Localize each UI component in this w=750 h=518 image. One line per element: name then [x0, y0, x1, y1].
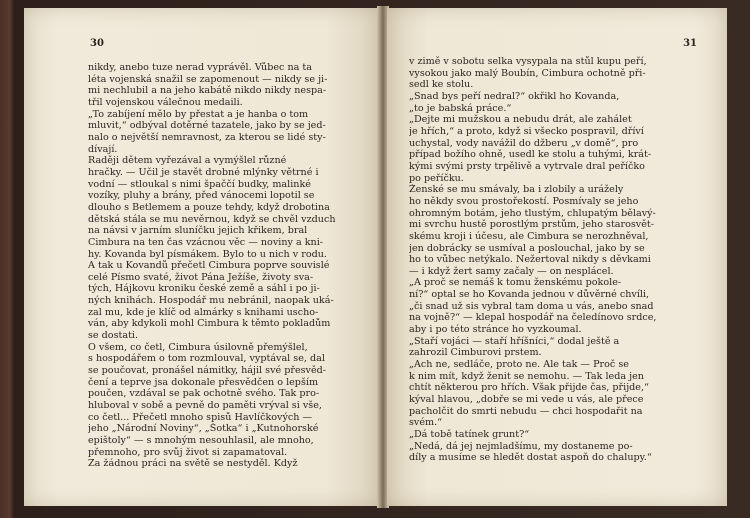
left-page [24, 8, 379, 506]
text-line: uchystal, vody navážil do džberu „v domě“, pro [409, 137, 639, 149]
text-line: „Nedá, dá jej nejmladšímu, my dostaneme po- [409, 440, 633, 452]
text-line: „Dejte mi mužskou a nebudu drát, ale zahálet [409, 114, 632, 126]
text-line: „To zabíjení mělo by přestat a je hanba o tom [88, 108, 309, 120]
text-line: mi svrchu hustě porostlým prstům, jeho starosvět- [409, 219, 654, 231]
text-line: „Dá tobě tatínek grunt?“ [409, 429, 530, 440]
text-line: se poučovat, pronášel námitky, hájil své přesvěd- [88, 365, 327, 377]
text-line: A tak u Kovandů přečetl Cimbura poprve souvislé [88, 260, 330, 272]
text-line: skému kroji i účesu, ale Cimbura se nerozhněval, [409, 230, 649, 242]
page-number-left: 30 [90, 38, 104, 49]
text-line: léta vojenská snažil se zapomenout — nikdy se ji- [88, 73, 328, 85]
text-line: s hospodářem o tom rozmlouval, vyptával se, dal [88, 353, 325, 365]
text-line: hračky. — Učil je stavět drobné mlýnky větrné i [88, 166, 319, 178]
text-line: co četl... Přečetl mnoho spisů Havlíčkových — [88, 411, 313, 423]
text-line: hy. Kovanda byl písmákem. Bylo to u nich v rodu. [88, 248, 327, 260]
text-line: ní?“ optal se ho Kovanda jednou v důvěrné chvíli, [409, 289, 650, 301]
text-line: dětská stála se mu nevěrnou, když se chvěl vzduch [88, 213, 336, 225]
text-line: Ženské se mu smávaly, ba i zlobily a urážely [409, 184, 624, 196]
text-line: díly a musíme se hledět dostat aspoň do chalupy.“ [409, 452, 652, 464]
text-line: přemnoho, pro svůj život si zapamatoval. [88, 446, 288, 458]
text-line: ván, aby kdykoli mohl Cimbura k těmto pokladům [88, 318, 331, 330]
page-edges [727, 10, 736, 504]
text-line: ných knihách. Hospodář mu nebránil, naopak uká- [88, 295, 334, 307]
text-line: vodní — stloukal s nimi špaččí budky, malinké [88, 178, 311, 190]
text-line: pacholčit do smrti nebudu — chci hospodařit na [409, 405, 643, 417]
right-page [387, 8, 727, 506]
text-line: nikdy, anebo tuze nerad vyprávěl. Vůbec na ta [88, 62, 312, 73]
text-line: vozíky, pluhy a brány, před vánocemi lopotil se [88, 190, 315, 202]
text-line: jen dobrácky se usmíval a poslouchal, jako by se [409, 242, 645, 254]
text-line: aby i po této stránce ho vyzkoumal. [409, 324, 582, 336]
text-line: ho to vůbec netýkalo. Nežertoval nikdy s děvkami [409, 254, 651, 266]
text-line: „Snad bys peří nedral?“ okřikl ho Kovanda, [409, 90, 620, 102]
text-line: sedl ke stolu. [409, 79, 474, 91]
text-line: na vojně?“ — klepal hospodář na čeledínovo srdce, [409, 312, 657, 324]
text-line: dlouho s Betlemem a pouze tehdy, když drobotina [88, 201, 330, 213]
text-line: hluboval v sobě a pevně do paměti vrýval si vše, [88, 400, 322, 412]
text-line: vysokou jako malý Boubín, Cimbura ochotně při- [409, 67, 646, 79]
text-line: „či snad už sis vybral tam doma u vás, anebo snad [409, 300, 654, 312]
text-line: se dostati. [88, 330, 139, 342]
text-line: zahrozil Cimburovi prstem. [409, 347, 542, 359]
page-number-right: 31 [683, 38, 697, 49]
text-line: Cimbura na ten čas vzácnou věc — noviny a kni- [88, 236, 324, 248]
text-line: „A proč se nemáš k tomu ženskému pokole- [409, 277, 622, 289]
text-line: ohromným botám, jeho tlustým, chlupatým bělavý- [409, 207, 656, 219]
text-line: je hřích,“ a proto, když si všecko pospravil, dříví [409, 125, 644, 137]
text-line: po peříčku. [409, 172, 464, 184]
text-line: ho někdy svou prostořekostí. Posmívaly se jeho [409, 195, 639, 207]
text-line: „Staří vojáci — staří hříšníci,“ dodal ještě a [409, 335, 620, 347]
text-line: čení a teprve jsa dokonale přesvědčen o lepším [88, 376, 319, 388]
text-line: epištoly“ — s mnohým nesouhlasil, ale mnoho, [88, 435, 314, 446]
text-line: O všem, co četl, Cimbura úsilovně přemýšlel, [88, 341, 308, 353]
text-line: „to je babská práce.“ [409, 102, 512, 114]
text-line: svém.“ [409, 417, 443, 429]
text-line: kýval hlavou, „dobře se mi vede u vás, ale přece [409, 394, 644, 406]
text-line: na návsi v jarním sluníčku jejich křikem, bral [88, 225, 308, 237]
text-line: třil vojenskou válečnou medaili. [88, 96, 243, 108]
text-line: „Ach ne, sedláče, proto ne. Ale tak — Proč se [409, 359, 629, 371]
text-line: jeho „Národní Noviny“, „Šotka“ i „Kutnohorské [88, 423, 319, 435]
text-line: případ božího ohně, usedl ke stolu a tuhými, krát- [409, 149, 652, 161]
text-line: Raději dětem vyřezával a vymýšlel různé [88, 155, 287, 167]
text-line: nalo o největší nemravnost, za kterou se lidé sty- [88, 131, 326, 143]
text-line: poučen, vzdával se pak ochotně svého. Tak pro- [88, 388, 320, 400]
text-line: zal mu, kde je klíč od almárky s knihami uscho- [88, 306, 319, 318]
text-line: celé Písmo svaté, život Pána Ježíše, životy sva- [88, 271, 314, 283]
text-line: — i když žert samy začaly — on nesplácel. [409, 265, 614, 277]
text-line: kými svými prsty trpělivě a vytrvale dral peříčko [409, 160, 645, 172]
text-line: v zimě v sobotu selka vysypala na stůl kupu peří, [409, 56, 647, 67]
text-line: mluvit,“ odbýval dotěrné tazatele, jako by se jed- [88, 120, 326, 132]
left-page-text [88, 62, 356, 470]
text-line: k nim mít, když ženit se nemohu. — Tak leda jen [409, 370, 644, 382]
text-line: chtít některou pro hřích. Však přijde čas, přijde,“ [409, 382, 649, 394]
text-line: dívají. [88, 143, 118, 155]
text-line: tých, Hájkovu kroniku české země a sáhl i po ji- [88, 283, 320, 295]
right-page-text [409, 56, 693, 464]
text-line: Za žádnou práci na světě se nestyděl. Když [88, 458, 298, 470]
text-line: mi nechlubil a na jeho kabátě nikdo nikdy nespa- [88, 85, 327, 97]
